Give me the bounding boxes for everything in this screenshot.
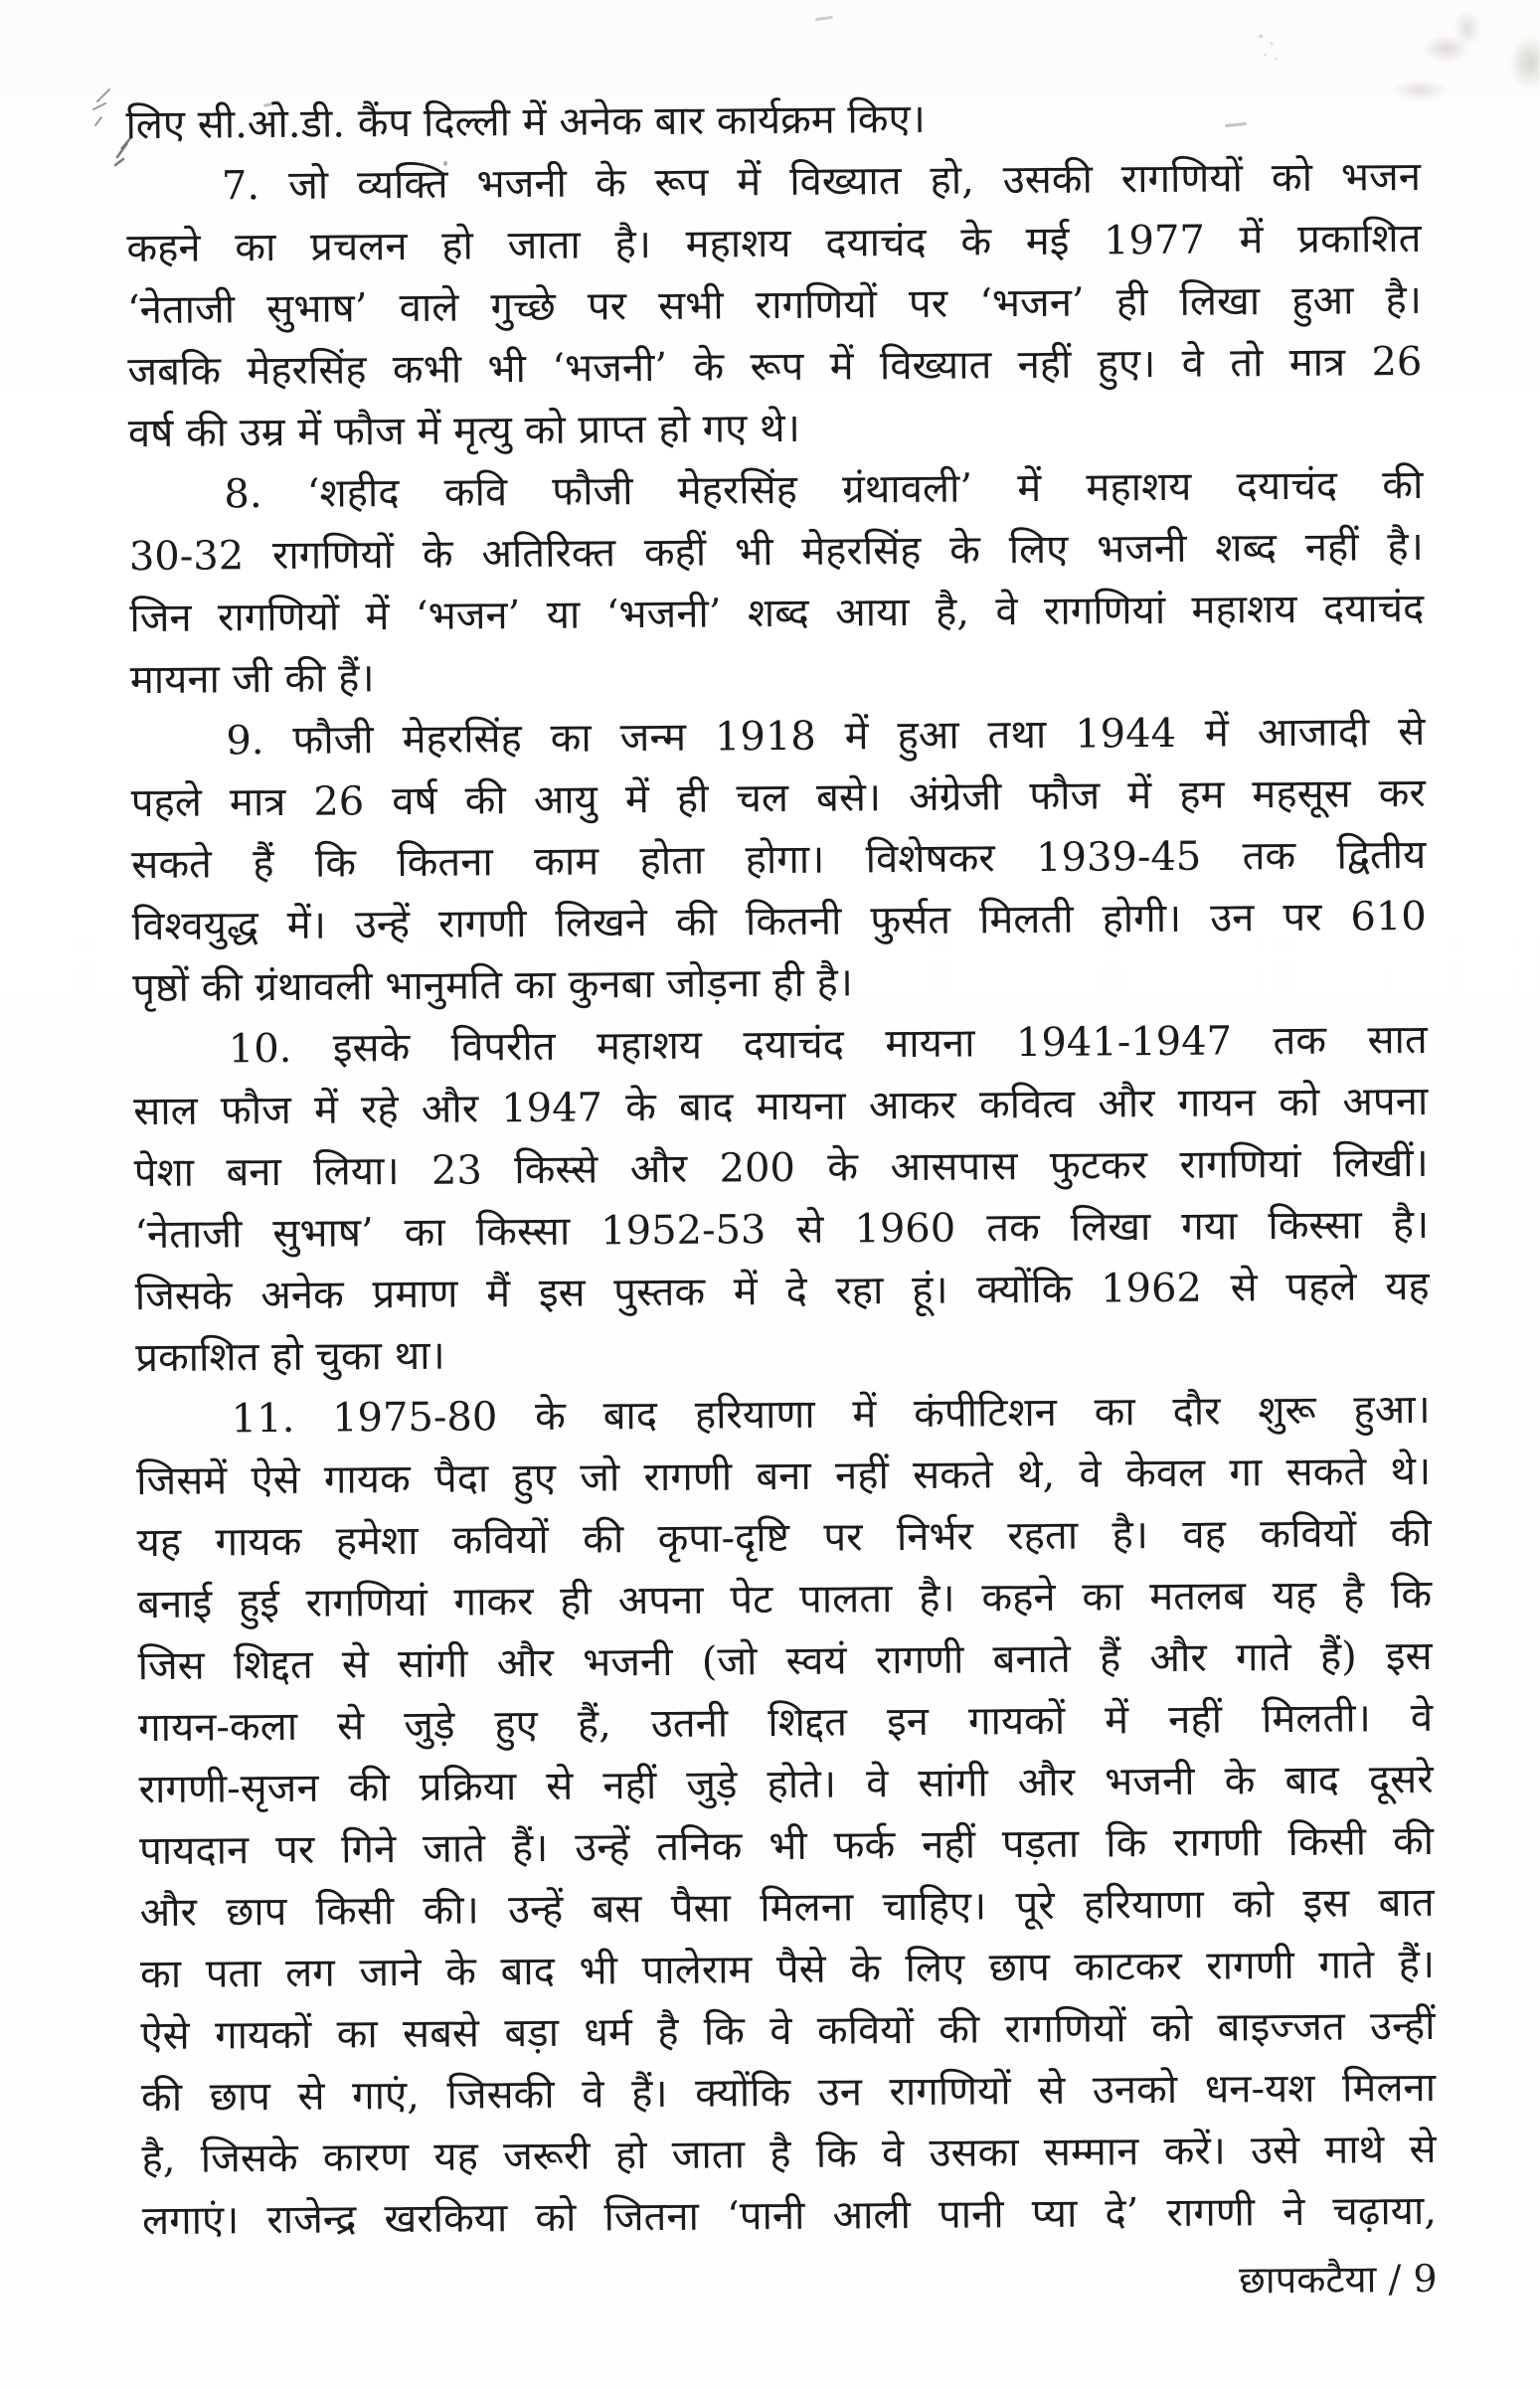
text-line: लिए सी.ओ.डी. कैंप दिल्ली में अनेक बार कार्यक्रम किए। (125, 95, 926, 149)
scan-speck (815, 16, 833, 21)
paragraph (135, 1379, 1437, 2252)
paragraph (133, 1009, 1431, 1389)
text-line: कहने का प्रचलन हो जाता है। महाशय दयाचंद के मई 1977 में प्रकाशित (126, 215, 1422, 272)
text-line: 30-32 रागणियों के अतिरिक्त कहीं भी मेहरसिंह के लिए भजनी शब्द नहीं है। (128, 523, 1425, 581)
text-line: और छाप किसी की। उन्हें बस पैसा मिलना चाहिए। पूरे हरियाणा को इस बात (139, 1879, 1435, 1937)
paragraph (126, 146, 1423, 464)
text-line: प्रकाशित हो चुका था। (135, 1332, 445, 1382)
page-text-block (125, 85, 1438, 2319)
text-line: वर्ष की उम्र में फौज में मृत्यु को प्राप्त हो गए थे। (127, 405, 800, 457)
text-line: 8. ‘शहीद कवि फौजी मेहरसिंह ग्रंथावली’ में महाशय दयाचंद की (224, 461, 1424, 518)
text-line: सकते हैं कि कितना काम होता होगा। विशेषकर 1939-45 तक द्वितीय (131, 831, 1427, 889)
paragraph (125, 85, 1420, 156)
scan-smudge (1491, 18, 1540, 107)
text-line: पहले मात्र 26 वर्ष की आयु में ही चल बसे। अंग्रेजी फौज में हम महसूस कर (130, 769, 1426, 827)
paragraph (130, 701, 1427, 1019)
text-line: गायन-कला से जुड़े हुए हैं, उतनी शिद्दत इन गायकों में नहीं मिलती। वे (137, 1694, 1434, 1752)
paragraph (128, 454, 1425, 711)
text-line: जिसमें ऐसे गायक पैदा हुए जो रागणी बना नहीं सकते थे, वे केवल गा सकते थे। (136, 1448, 1432, 1505)
text-line: ‘नेताजी सुभाष’ का किस्सा 1952-53 से 1960 तक लिखा गया किस्सा है। (134, 1201, 1430, 1259)
text-line: जिस शिद्दत से सांगी और भजनी (जो स्वयं रागणी बनाते हैं और गाते हैं) इस (137, 1632, 1433, 1690)
text-line: जिन रागणियों में ‘भजन’ या ‘भजनी’ शब्द आया है, वे रागणियां महाशय दयाचंद (129, 585, 1425, 642)
text-line: 10. इसके विपरीत महाशय दयाचंद मायना 1941-1947 तक सात (228, 1016, 1428, 1073)
text-line: पेशा बना लिया। 23 किस्से और 200 के आसपास फुटकर रागणियां लिखीं। (133, 1139, 1429, 1197)
text-line: यह गायक हमेशा कवियों की कृपा-दृष्टि पर निर्भर रहता है। वह कवियों की (136, 1509, 1432, 1567)
text-line: 9. फौजी मेहरसिंह का जन्म 1918 में हुआ तथा 1944 में आजादी से (226, 708, 1426, 765)
text-line: पायदान पर गिने जाते हैं। उन्हें तनिक भी फर्क नहीं पड़ता कि रागणी किसी की (138, 1817, 1435, 1875)
text-line: 7. जो व्यक्ति भजनी के रूप में विख्यात हो, उसकी रागणियों को भजन (221, 153, 1422, 210)
text-line: बनाई हुई रागणियां गाकर ही अपना पेट पालता है। कहने का मतलब यह है कि (136, 1571, 1433, 1628)
text-line: की छाप से गाएं, जिसकी वे हैं। क्योंकि उन रागणियों से उनको धन-यश मिलना (140, 2064, 1437, 2122)
text-line: मायना जी की हैं। (129, 655, 375, 704)
text-line: जबकि मेहरसिंह कभी भी ‘भजनी’ के रूप में विख्यात नहीं हुए। वे तो मात्र 26 (127, 338, 1423, 396)
text-line: जिसके अनेक प्रमाण मैं इस पुस्तक में दे रहा हूं। क्योंकि 1962 से पहले यह (134, 1263, 1430, 1320)
text-line: लगाएं। राजेन्द्र खरकिया को जितना ‘पानी आली पानी प्या दे’ रागणी ने चढ़ाया, (141, 2187, 1438, 2245)
text-line: ‘नेताजी सुभाष’ वाले गुच्छे पर सभी रागणियों पर ‘भजन’ ही लिखा हुआ है। (126, 276, 1423, 334)
text-line: विश्वयुद्ध में। उन्हें रागणी लिखने की कितनी फुर्सत मिलती होगी। उन पर 610 (131, 893, 1427, 950)
scan-speck-cluster (1251, 26, 1284, 68)
text-line: रागणी-सृजन की प्रक्रिया से नहीं जुड़े होते। वे सांगी और भजनी के बाद दूसरे (138, 1756, 1434, 1813)
page-number-footer: छापकटैया / 9 (1238, 2256, 1438, 2303)
text-line: 11. 1975-80 के बाद हरियाणा में कंपीटिशन का दौर शुरू हुआ। (231, 1386, 1431, 1443)
text-line: ऐसे गायकों का सबसे बड़ा धर्म है कि वे कवियों की रागणियों को बाइज्जत उन्हीं (140, 2002, 1436, 2060)
text-line: पृष्ठों की ग्रंथावली भानुमति का कुनबा जोड़ना ही है। (132, 959, 854, 1012)
text-line: का पता लग जाने के बाद भी पालेराम पैसे के लिए छाप काटकर रागणी गाते हैं। (139, 1941, 1436, 1998)
text-line: साल फौज में रहे और 1947 के बाद मायना आकर कवित्व और गायन को अपना (133, 1078, 1429, 1135)
text-line: है, जिसके कारण यह जरूरी हो जाता है कि वे उसका सम्मान करें। उसे माथे से (141, 2126, 1437, 2183)
